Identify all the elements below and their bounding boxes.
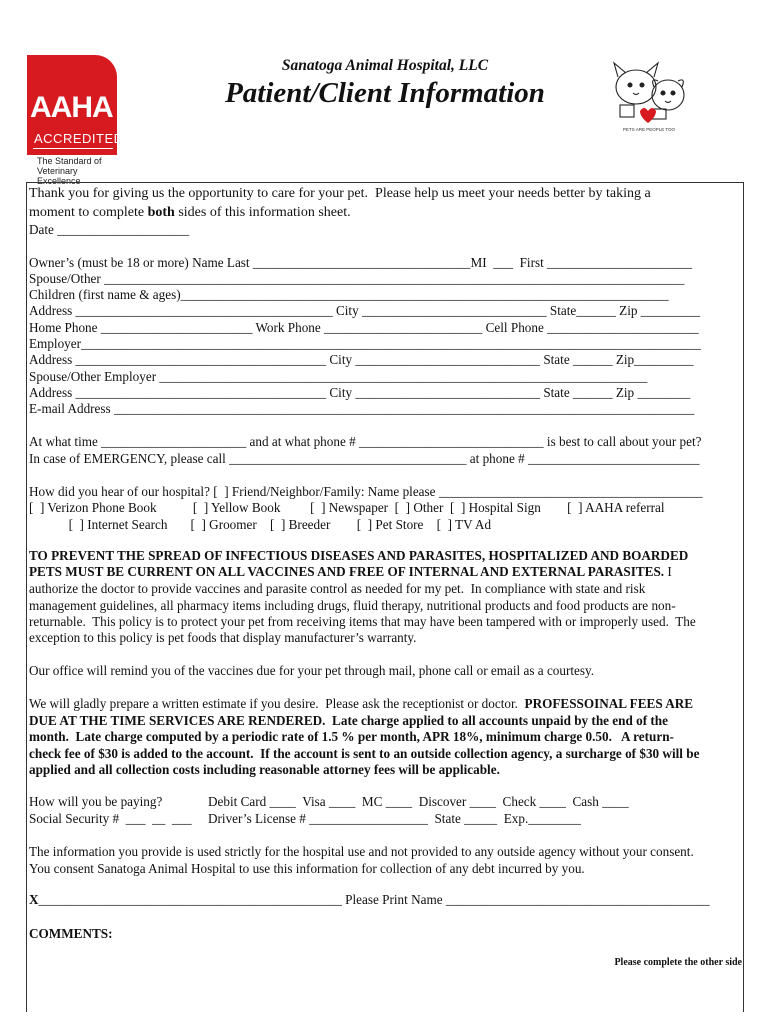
payment-options[interactable]: Debit Card ____ Visa ____ MC ____ Discover ____ Check ____ Cash ____ <box>208 794 629 809</box>
referral-options-row2[interactable]: [ ] Internet Search [ ] Groomer [ ] Breeder [ ] Pet Store [ ] TV Ad <box>29 517 492 532</box>
pets-illustration-icon <box>606 55 692 135</box>
logo-accredited: ACCREDITED <box>34 131 124 146</box>
estimate-line-4: check fee of $30 is added to the account. If the account is sent to an outside collection agency, a surcharge of $30 will be <box>29 746 700 761</box>
license-field[interactable]: Driver’s License # __________________ State _____ Exp.________ <box>208 811 581 826</box>
employer-address-field[interactable]: Address ______________________________________ City ____________________________ State ______ Zip_________ <box>29 352 694 367</box>
estimate-line-5: applied and all collection costs including reasonable attorney fees will be applicable. <box>29 762 500 777</box>
policy-text-1: authorize the doctor to provide vaccines and parasite control as needed for my pet. In compliance with state and risk <box>29 581 646 596</box>
referral-question[interactable]: How did you hear of our hospital? [ ] Friend/Neighbor/Family: Name please ________________________________________ <box>29 484 703 499</box>
page-title: Patient/Client Information <box>225 77 545 109</box>
policy-heading-2-bold: PETS MUST BE CURRENT ON ALL VACCINES AND FREE OF INTERNAL AND EXTERNAL PARASITES. <box>29 564 665 579</box>
emergency-field[interactable]: In case of EMERGENCY, please call ____________________________________ at phone # __________________________ <box>29 451 700 466</box>
policy-heading-2 <box>29 564 672 580</box>
date-field[interactable]: Date ____________________ <box>29 222 190 237</box>
intro-text-end: sides of this information sheet. <box>174 205 351 220</box>
spouse-employer-field[interactable]: Spouse/Other Employer __________________________________________________________________________ <box>29 369 648 384</box>
intro-bold: both <box>147 205 175 220</box>
logo-divider <box>33 148 113 149</box>
referral-options-row1[interactable]: [ ] Verizon Phone Book [ ] Yellow Book [ ] Newspaper [ ] Other [ ] Hospital Sign [ ] AAHA referral <box>29 500 665 515</box>
logo-tagline-line2: Veterinary Excellence <box>37 166 81 186</box>
employer-field[interactable]: Employer______________________________________________________________________________________________ <box>29 336 701 351</box>
payment-question: How will you be paying? <box>29 794 163 809</box>
email-field[interactable]: E-mail Address ________________________________________________________________________________________ <box>29 401 695 416</box>
intro-text: moment to complete <box>29 205 148 220</box>
consent-line-2: You consent Sanatoga Animal Hospital to use this information for collection of any debt incurred by you. <box>29 861 585 876</box>
policy-text-4: exception to this policy is pet foods that display manufacturer’s warranty. <box>29 630 417 645</box>
phones-field[interactable]: Home Phone _______________________ Work Phone ________________________ Cell Phone _______________________ <box>29 320 699 335</box>
estimate-bold: PROFESSOINAL FEES ARE <box>524 696 694 711</box>
address-field[interactable]: Address _______________________________________ City ____________________________ State______ Zip _________ <box>29 303 701 318</box>
comments-label: COMMENTS: <box>29 926 113 941</box>
spouse-field[interactable]: Spouse/Other ________________________________________________________________________________________ <box>29 271 685 286</box>
pets-caption: PETS ARE PEOPLE TOO <box>622 127 676 132</box>
signature-line: ______________________________________________ Please Print Name ________________________________________ <box>38 892 710 907</box>
policy-heading-2-tail: I <box>664 564 672 579</box>
footer-note: Please complete the other side <box>614 957 742 968</box>
estimate-line-2: DUE AT THE TIME SERVICES ARE RENDERED. Late charge applied to all accounts unpaid by the end of the <box>29 713 668 728</box>
spouse-employer-address-field[interactable]: Address ______________________________________ City ____________________________ State ______ Zip ________ <box>29 385 691 400</box>
policy-heading-1: TO PREVENT THE SPREAD OF INFECTIOUS DISEASES AND PARASITES, HOSPITALIZED AND BOARDED <box>29 548 689 563</box>
estimate-line-1 <box>29 696 693 712</box>
intro-line-1: Thank you for giving us the opportunity to care for your pet. Please help us meet your needs better by taking a <box>29 186 651 201</box>
estimate-text: We will gladly prepare a written estimate if you desire. Please ask the receptionist or doctor. <box>29 696 525 711</box>
consent-line-1: The information you provide is used strictly for the hospital use and not provided to any outside agency without your consent. <box>29 844 694 859</box>
policy-text-3: returnable. This policy is to protect your pet from receiving items that may have been tampered with or improperly used. The <box>29 614 696 629</box>
signature-field[interactable] <box>29 892 710 908</box>
call-time-field[interactable]: At what time ______________________ and at what phone # ____________________________ is best to call about your pet? <box>29 434 702 449</box>
owner-name-field[interactable]: Owner’s (must be 18 or more) Name Last _________________________________MI ___ First ______________________ <box>29 255 693 270</box>
logo-name: AAHA <box>30 91 113 124</box>
intro-line-2 <box>29 205 351 221</box>
ssn-field[interactable]: Social Security # ___ __ ___ <box>29 811 192 826</box>
estimate-line-3: month. Late charge computed by a periodic rate of 1.5 % per month, APR 18%, minimum charge 0.50. A return- <box>29 729 674 744</box>
signature-x: X <box>29 892 39 907</box>
children-field[interactable]: Children (first name & ages)__________________________________________________________________________ <box>29 287 669 302</box>
reminder-text: Our office will remind you of the vaccines due for your pet through mail, phone call or email as a courtesy. <box>29 663 595 678</box>
organization-name: Sanatoga Animal Hospital, LLC <box>281 57 489 74</box>
policy-text-2: management guidelines, all pharmacy items including drugs, fluid therapy, nutritional products and food products are non- <box>29 598 676 613</box>
logo-tagline-line1: The Standard of <box>37 156 102 166</box>
